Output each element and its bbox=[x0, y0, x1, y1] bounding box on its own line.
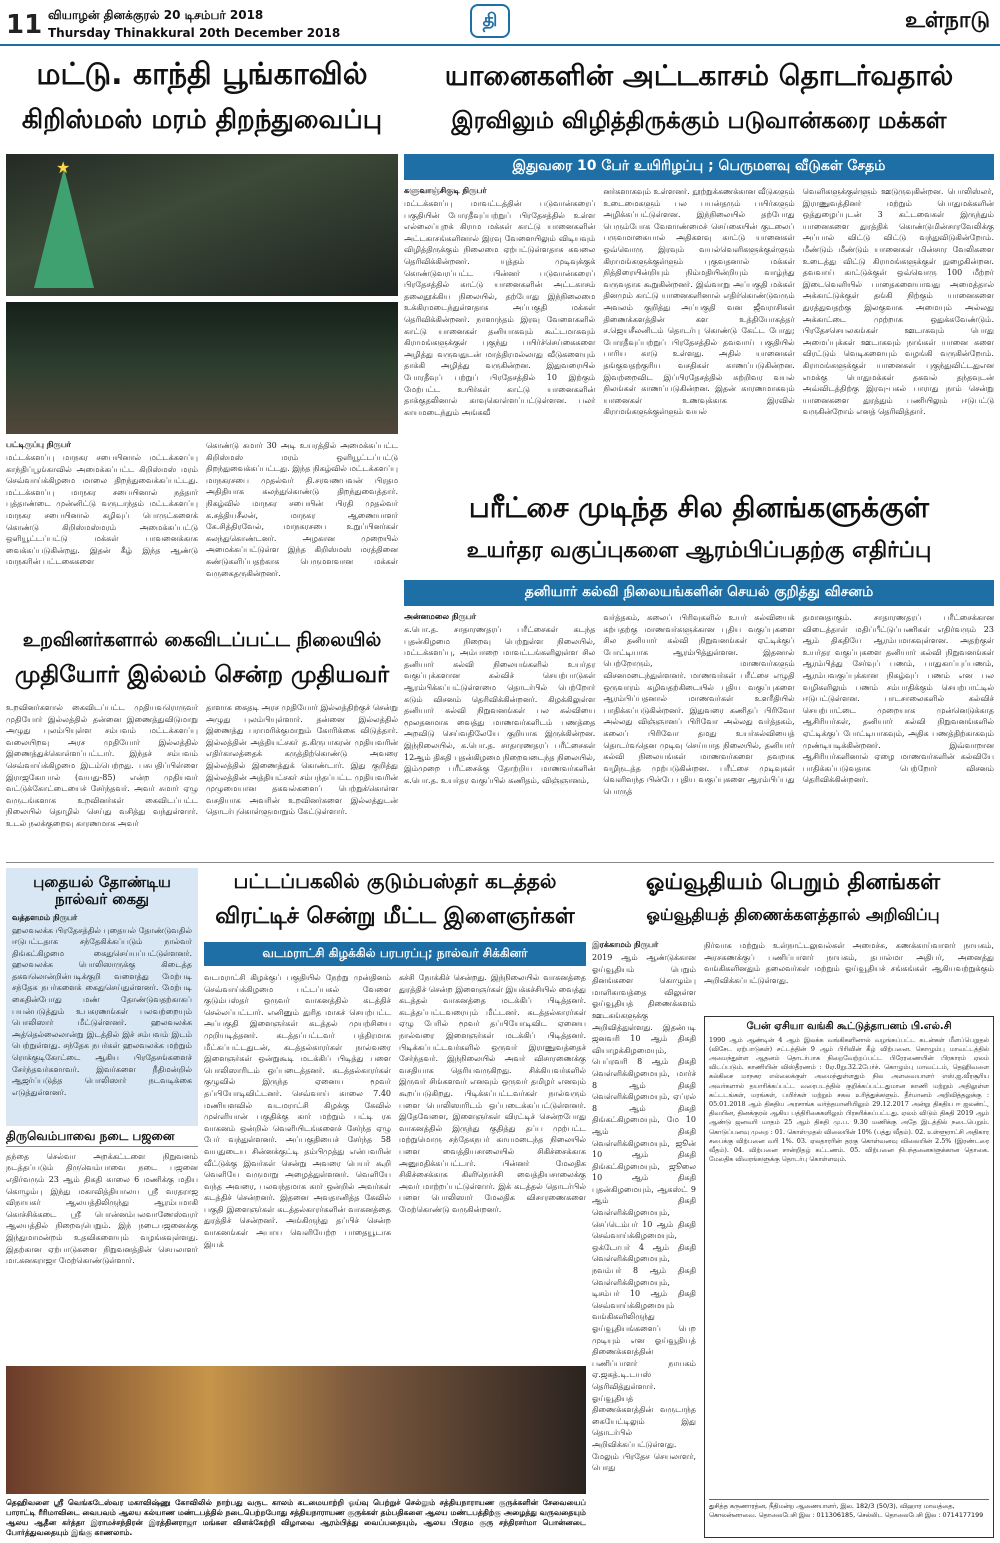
abduction-story bbox=[204, 868, 586, 1362]
elderly-body bbox=[6, 702, 398, 848]
gandhi-col-2: கொண்டு சுமார் 30 அடி உயரத்தில் அமைக்கப்பட்ட கிறிஸ்மஸ் மரம் ஒளியூட்டப்பட்டு திறந்துவைக்கப்பட்டது. இந்த நிகழ்வில் மட்டக்களப்பு மாநகரசபை முதல்வர் தி.சரவணபவன் பிரதம அதிதியாக கலந்துகொண்டு திறந்துவைத்தார். நிகழ்வில் மாநகர சபையின் பிரதி முதல்வர் க.சத்தியசீலன், மாநகர ஆணையாளர் கே.சித்திரவேல், மாநகரசபை உறுப்பினர்கள் கலந்துகொண்டனர். அழகான முறையில் அமைக்கப்பட்டுள்ள இந்த கிறிஸ்மஸ் மரத்தினை கண்டுகளிப்பதற்காக பெருமளவான மக்கள் வருகைதருகின்றனர். bbox=[206, 441, 398, 578]
pension-dateline: இரக்காமம் நிருபர் bbox=[592, 940, 659, 949]
elephant-story bbox=[404, 52, 994, 484]
elephant-headline-1: யானைகளின் அட்டகாசம் தொடர்வதால் bbox=[444, 59, 954, 92]
abduction-headline-1: பட்டப்பகலில் குடும்பஸ்தர் கடத்தல் bbox=[233, 869, 557, 893]
temple-caption bbox=[6, 1498, 586, 1540]
exam-headline-2: உயர்தர வகுப்புகளை ஆரம்பிப்பதற்கு எதிர்ப்பு bbox=[466, 538, 932, 563]
elephant-col-3: வெளிகளுக்குள்ளும் ஊடுருவுகின்றன. பொலிஸ்லர், இராணுவத்தினர் மற்றும் பொதுமக்களின் ஒத்துழைப்புடன் 3 கட்டவைகள் இருந்தும் யானைகளை துரத்திக் கொண்டுமின்சாரவேலிக்கு அப்பால் விட்டு விட்டு வந்துவிடுகின்றோம். மீண்டும் மீண்டும் யானைகள் மின்சார வேலிகளை உடைத்து விட்டு கிராமங்களுக்குள் நுழைகின்றன. தவவாய் காட்டுக்குள் ஒவ்வொரு 100 மீற்றர் இடைவெளியில் பாதைகளையாவது அமைத்தால் அக்காட்டுக்குள் தங்கி நிற்கும் யானைகளை துரத்துவதற்கு இலகுவாக அமையும் அல்லது அக்காட்டை முற்றாக ஒதுக்கவேண்டும். பிரதேசசெயலகங்கள் ஊடாகவும் பொது அமைப்புக்கள் ஊடாகவும் நாங்கள் யானை களை விரட்டும் வெடிகளையும் வழங்கி வருகின்றோம். கிராமங்களுக்குள் யானைகள் புகுந்துவிட்டதுஎன எமக்கு பொதுமக்கள் தகவல் தந்தவுடன் அவ்விடத்திற்கு இரவு-பகல் பாராது நாம் சென்று யானைகளை துரத்தும் பணியிலும் ஈடுபட்டு வருகின்றோம் எனத் தெரிவித்தார். bbox=[802, 187, 994, 417]
bhajan-body: தந்தை செல்வா அறக்கட்டளை நிறுவனம் நடத்தப்படும் திருவெம்பாவை நடை பஜனை எதிர்வரும் 23 ஆம் திகதி காலை 6 மணிக்கு மதிய கொழும்பு இந்து மகாவித்தியாலய ஸ்ரீ வரதராஜ விநாயகர் ஆலயத்திலிருந்து ஆரம்பமாகி கொச்சிக்கடை ஸ்ரீ பொன்னம்பலவாணேஸ்வரர் ஆலயத்தில் நிறைவுபெறும். இந் நடைபஜனைக்கு இந்துமாமன்றம் உதவிகளையும் வழங்கவுள்ளது. இதற்கான ஏற்பாடுகளை நிறுவனத்தின் செயலாளர் மா.கனகராஜா மேற்கொண்டுள்ளார். bbox=[6, 1151, 198, 1266]
elephant-body bbox=[404, 186, 994, 484]
pension-headline-2: ஓய்வூதியத் திணைக்களத்தால் அறிவிப்பு bbox=[646, 905, 940, 924]
exam-story bbox=[404, 488, 994, 858]
abduction-col-2: கச்சி நோக்கிச் சென்றது. இந்நிலையில் வாகனத்தை துரத்திச் சென்ற இளைஞர்கள் இயக்கச்சியில் வைத்து கடத்தல் வாகனத்தை மடக்கிப் பிடித்தனர். கடத்தப்பட்டவரையும் மீட்டனர். கடத்தல்காரர்கள் ஏழு பேரில் மூவர் தப்பியோடிவிட ஏனைய நால்வரை இளைஞர்கள் மடக்கிப் பிடித்தனர். பிடிக்கப்பட்டவர்களில் ஒருவர் இராணுவத்தைச் சேர்ந்தவர். இந்நிலையில் அவர் விசாரணைக்கு வசதியாக தெரியவருகிறது. சிக்கியவர்களில் இருவர் சிங்களவர் எனவும் ஒருவர் தமிழர் எனவும் கூறப்படுகிறது. பிடிக்கப்பட்டவர்கள் நால்வரும் பளை பொலிஸாரிடம் ஒப்படைக்கப்பட்டுள்ளனர். இதேவேளை, இளைஞர்கள் விரட்டிச் சென்றபோது வாகனத்தில் இருந்து குதித்து தப்ப முற்பட்ட மற்றுமொரு சந்தேகநபர் காயமடைந்த நிலையில் பளை வைத்தியசாலையில் சிகிச்சைக்காக அனுமதிக்கப்பட்டார். பின்னர் மேலதிக சிகிச்சைக்காக கிளிநொச்சி வைத்தியசாலைக்கு அவர் மாற்றப்பட்டுள்ளார். இக் கடத்தல் தொடர்பில் பளை பொலிஸார் மேலதிக விசாரணைகளை மேற்கொண்டு வருகின்றனர். bbox=[399, 973, 586, 1214]
bhajan-story bbox=[6, 1130, 198, 1362]
temple-photo bbox=[6, 1366, 586, 1494]
abduction-headline-2: விரட்டிச் சென்று மீட்ட இளைஞர்கள் bbox=[215, 904, 575, 929]
abduction-subhead: வடமராட்சி கிழக்கில் பரபரப்பு; நால்வர் சிக்கினர் bbox=[204, 942, 586, 966]
header-logo: தி bbox=[470, 4, 510, 38]
elderly-col-2: தாளாக கைதடி அரச முதியோர் இல்லத்திற்குச் சென்று அழுது புலம்பியுள்ளார். தன்னை இல்லத்தில் இணைத்து பராமரிக்குமாறும் கோரிக்கை விடுத்தார். இல்லத்தின் அத்தியட்சகர் த.கிருபாகரன் முதியவரின் எதிர்காலத்தைக் கருத்திற்கொண்டு அவரை இல்லத்தில் இணைத்துக் கொண்டார். இது குறித்து இல்லத்தின் அத்தியட்சகர் சம்பந்தப்பட்ட முதியவரின் முழுமையான தகவல்களைப் பெற்றுக்கொள்ள வசதியாக அவரின் உறவினர்களை இல்லத்துடன் தொடர்புகொள்ளுமாறும் கேட்டுள்ளார். bbox=[206, 703, 398, 817]
opening-crowd-photo bbox=[6, 302, 398, 434]
page-number: 11 bbox=[6, 10, 43, 40]
pension-story bbox=[592, 868, 994, 1540]
christmas-tree-photo bbox=[6, 154, 398, 296]
gandhi-col-1: மட்டக்களப்பு மாநகர சபையினால் மட்டக்களப்பு காந்திப்பூங்காவில் அமைக்கப்பட்ட கிறிஸ்மஸ் மரம் செவ்வாய்க்கிழமை மாலை திறந்துவைக்கப்பட்டது. மட்டக்களப்பு மாநகர சபையினால் நத்தார் புத்தாண்டை முன்னிட்டு வருடாந்தம் மட்டக்களப்பு மாநகர சபையினால் கழிவுப் பொருட்களைக் கொண்டு கிறிஸ்மஸ்மரம் அமைக்கப்பட்டு ஒளியூட்டப்பட்டு மக்கள் பாவனைக்காக வைக்கப்படுகின்றது. இதன் கீழ் இந்த ஆண்டு மாநகரின் பட்டகைகளை bbox=[6, 453, 198, 567]
arrest-box bbox=[6, 868, 198, 1126]
elephant-dateline: களுவாஞ்சிகுடி நிருபர் bbox=[404, 186, 487, 195]
gandhi-headline-1: மட்டு. காந்தி பூங்காவில் bbox=[36, 57, 368, 92]
header-date-english: Thursday Thinakkural 20th December 2018 bbox=[48, 26, 341, 40]
elephant-headline-2: இரவிலும் விழித்திருக்கும் படுவான்கரை மக்கள் bbox=[451, 108, 947, 134]
section-label: உள்நாடு bbox=[904, 8, 990, 33]
exam-body bbox=[404, 612, 994, 858]
notice-title: பேன் ஏசியா வங்கி கூட்டுத்தாபனம் பி.எல்.சி bbox=[746, 1021, 952, 1032]
notice-body: 1990 ஆம் ஆண்டின் 4 ஆம் இலக்க வங்கிகளினால் வழங்கப்பட்ட கடன்கள் மீளப்பெறுதல் (விசேட ஏற்பாடுகள்) சட்டத்தின் 9 ஆம் பிரிவின் கீழ் விற்பனை. கொழும்பு மாவட்டத்தில் அமைந்துள்ள ஆதனம் தொடர்பாக நிறைவேற்றப்பட்ட பிரேரணையின் பிரகாரம் ஏலம் விடப்படும். காணியின் விஸ்தீரணம் : 0ஏ.0று.32.2பேர்ச். கொழும்பு மாவட்டம், தெஹிவளை கல்கிசை மாநகர எல்லைக்குள் அமைந்துள்ளதும் நில அளவையாளர் எஸ்.ஐ.வீரசூரிய அவர்களால் தயாரிக்கப்பட்ட வரைபடத்தில் குறிக்கப்பட்டதுமான காணி மற்றும் அதிலுள்ள கட்டடங்கள், மரங்கள், பயிர்கள் மற்றும் சகல உரித்துக்களும். தீர்மானம் அறிவித்தலுக்கு : 05.01.2018 ஆம் திகதிய அரசாங்க வர்த்தமானியிலும் 29.12.2017 அன்று திகதிய ஈ ஐலண்ட், திவயின, தினக்குரல் ஆகிய பத்திரிகைகளிலும் பிரசுரிக்கப்பட்டது. ஏலம் விடும் திகதி 2019 ஆம் ஆண்டு ஜனவரி மாதம் 25 ஆம் திகதி மு.ப. 9.30 மணிக்கு அதே இடத்தில் நடைபெறும். கொடுப்பனவு முறை : 01. கொள்முதல் விலையின் 10% (பத்து வீதம்). 02. உள்ளூராட்சி அதிகார சபைக்கு விற்பனை வரி 1%. 03. ஏலதாரரின் தரகு கொள்வனவு விலையின் 2.5% (இரண்டரை வீதம்). 04. விற்பனை சான்றிதழ் கட்டணம். 05. விற்பனை நிபந்தனைகளுக்கான தொகை. மேலதிக விவரங்களுக்கு தொடர்பு கொள்ளவும். bbox=[709, 1035, 989, 1164]
elderly-col-1: உறவினர்களால் கைவிடப்பட்ட முதியவரொருவர் முதியோர் இல்லத்தில் தன்னை இணைத்துவிடுமாறு அழுது புலம்பியுள்ள சம்பவம் மட்டக்களப்பு வலையிறவு அரச முதியோர் இல்லத்தில் இணைத்துக்கொள்ளப்பட்டார். இந்தச் சம்பவம் செவ்வாய்க்கிழமை இடம்பெற்றது. பசுபதிப்பிள்ளை இராஜகோபால் (வயது-85) என்ற முதியவர் வட்டுக்கோட்டையைச் சேர்ந்தவர். அவர் சுமார் ஏழு வருடங்களாக உறவினர்கள் கைவிடப்பட்ட நிலையில் தொழில் செய்து வசித்து வந்துள்ளார். உடல் நலக்குறைவு காரணமாக அவர் bbox=[6, 703, 198, 828]
pension-col-2-wrap bbox=[704, 940, 994, 1012]
exam-col-1: க.பொ.த. சாதாரணதரப் பரீட்சைகள் கடந்த புதன்கிழமை நிறைவு பெற்றுள்ள நிலையில், மட்டக்களப்பு, அம்பாறை மாவட்டங்களிலுள்ள சில தனியார் கல்வி நிலையங்களில் உயர்தர வகுப்புக்களான கல்விச் செயற்பாடுகள் ஆரம்பிக்கப்பட்டுள்ளமை தொடர்பில் பெற்றோர் கடும் விசனம் தெரிவிக்கின்றனர். கிழக்கிலுள்ள தனியார் கல்வி நிறுவனங்கள் பல கல்வியை மூலதனமாக வைத்து மாணவர்களிடம் பணத்தை அறவிடு செய்வதிலேயே குறியாக இருக்கின்றன. இந்நிலையில், க.பொ.த. சாதாரணதரப் பரீட்சைகள் 12ஆம் திகதி புதன்கிழமை நிறைவடைந்த நிலையில், இம்முறை பரீட்சைக்கு தோற்றிய மாணவர்களின் க.பொ.த. உயர்தர வகுப்பில் கணிதம், விஞ்ஞானம், bbox=[404, 625, 596, 785]
pension-col-1-wrap bbox=[592, 940, 696, 1540]
star-icon: ★ bbox=[56, 158, 71, 177]
elephant-col-2: னர்களாகவும் உள்ளனர். நூற்றுக்கணக்கான வீடுகளும் உடைமைகளும் பல பயன்தரும் பயிர்களும் அழிக்கப்பட்டுள்ளன. இந்நிலையில் தற்போது பெரும்போக வேளாண்மைச் செய்கையின் குடலைப் பருவமாகையால் அதிகளவு காட்டு யானைகள் ஒவ்வொரு இரவும் வயல்வெளிகளுக்குள்ளும் கிராமங்களுக்குள்ளும் புகுவதனால் மக்கள் நித்திரையின்றியும் நிம்மதியின்றியும் வாழ்ந்து வருவதாக கூறுகின்றனர். இவ்வாறு அப்பகுதி மக்கள் தினமும் காட்டு யானைகளினால் எதிர்கொண்டுவரும் அவலம் குறித்து அப்பகுதி வன ஜீவராசிகள் திணைக்களத்தின் கள உத்தியோகத்தர் ச.ஜெயசீலனிடம் தொடர்பு கொண்டு கேட்ட போது; போரதீவுப்பற்றுப் பிரதேசத்தில் தவவாய் பகுதியில் பாரிய காடு உள்ளது. அதில் யானைகள் தங்குவதற்குரிய வசதிகள் காணப்படுகின்றன. இவற்றைவிட இப்பிரதேசத்தில் சுற்றிவர வயல் நிலங்கள் காணப்படுகின்றன. இதன் காரணமாகவும் யானைகள் உணவுக்காக இரவில் கிராமங்களுக்குள்ளும் வயல் bbox=[603, 187, 795, 417]
elderly-headline-1: உறவினர்களால் கைவிடப்பட்ட நிலையில் bbox=[22, 629, 382, 651]
exam-headline-1: பரீட்சை முடிந்த சில தினங்களுக்குள் bbox=[468, 491, 930, 524]
page-header bbox=[0, 0, 1000, 46]
gandhi-story bbox=[6, 52, 398, 578]
exam-col-3: தமானதாகும். சாதாரணதரப் பரீட்சைக்கான விடைத்தாள் மதிப்பீட்டுப்பணிகள் எதிர்வரும் 23 ஆம் திகதியே ஆரம்பமாகவுள்ளன. அதற்குள் உயர்தர வகுப்புகளை தனியார் கல்வி நிறுவனங்கள் ஆரம்பித்து சேர்வுப் பணம், பாதுகாப்புப்பணம், ஆரம்பவகுப்புக்கான நிகழ்வுப் பணம் என பல வழிகளிலும் பணம் சம்பாதிக்கும் செயற்பாட்டில் ஈடுபட்டுள்ளன. பாடசாலைகளில் கல்விச் செயற்பாட்டை முறையாக முன்னெடுக்காத ஆசிரியர்கள், தனியார் கல்வி நிறுவனங்களில் ஏட்டிக்குப் போட்டியாகவும், அதிக பணத்திற்காகவும் முண்டியடிக்கின்றனர். இவ்வாறான ஆசிரியர்களினால் ஏழை மாணவர்களின் கல்வியே பாதிக்கப்படுவதாக பெற்றோர் விசனம் தெரிவிக்கின்றனர். bbox=[802, 613, 994, 785]
abduction-body bbox=[204, 972, 586, 1362]
elderly-headline-2: முதியோர் இல்லம் சென்ற முதியவர் bbox=[14, 662, 390, 688]
abduction-col-1: வடமராட்சி கிழக்குப் பகுதியில் நேற்று முன்தினம் செவ்வாய்க்கிழமை பட்டப்பகல் வேளை குடும்பஸ்தர் ஒருவர் வாகனத்தில் கடத்திச் செல்லப்பட்டார். எனினும் துரித மாகச் செயற்பட்ட அப்பகுதி இளைஞர்கள் கடத்தல் முயற்சியை முறியடித்தனர். கடத்தப்பட்டவர் பத்திரமாக மீட்கப்பட்டதுடன், கடத்தல்காரர்கள் நால்வரை இளைஞர்கள் ஒன்றுகூடி மடக்கிப் பிடித்து பளை பொலிஸாரிடம் ஒப்படைத்தனர். கடத்தல்காரர்கள் குழுவில் இருந்த ஏனைய மூவர் தப்பியோடிவிட்டனர். செவ்வாய் காலை 7.40 மணியளவில் வடமராட்சி கிழக்கு கேவில் முள்ளியான் பகுதிக்கு கார் மற்றும் பட்டி ரக வாகனம் ஒன்றில் வெளியிடங்களைச் சேர்ந்த ஏழு பேர் வந்துள்ளனர். அப்பகுதியைச் சேர்ந்த 58 வயதுடைய சின்னக்குட்டி தம்பிமுத்து என்பவரின் வீட்டுக்கு இவர்கள் சென்று அவரை பெயர் கூறி வெளியே வருமாறு அழைத்துள்ளனர். வெளியே வந்த அவரை, பலவந்தமாக கார் ஒன்றில் அவர்கள் கடத்திச் சென்றனர். இதனை அவதானித்த கேவில் பகுதி இளைஞர்கள் கடத்தல்காரர்களின் வாகனத்தை துரத்திச் சென்றனர். அங்கிருந்து தப்பிச் சென்ற வாகனங்கள் அபாய வெளியேற்ற பாதையூடாக இயக் bbox=[204, 973, 391, 1249]
header-date-tamil: வியாழன் தினக்குரல் 20 டிசம்பர் 2018 bbox=[48, 8, 264, 22]
exam-col-2: வர்த்தகம், கலைப் பிரிவுகளில் உயர் கல்வியைக் கற்பதற்கு மாணவர்களுக்கான புதிய வகுப்புகளை சில தனியார் கல்வி நிறுவனங்கள் ஏட்டிக்குப் போட்டியாக ஆரம்பித்துள்ளன. இதனால் பெற்றோரும், மாணவர்களும் விசனமடைந்துள்ளனர். மாணவர்கள் பரீட்சை எழுதி ஒருவாரம் கழிவதற்கிடையில் புதிய வகுப்புகளை ஆரம்பிப்பதனால் மாணவர்கள் உளரீதியில் பாதிக்கப்படுகின்றனர். இதுவரை கணிதப் பிரிவோ அல்லது விஞ்ஞானப் பிரிவோ அல்லது வர்த்தகம், கலைப் பிரிவோ தமது உயர்கல்வியைத் தொடர்வதென முடிவு செய்யாத நிலையில், தனியார் கல்வி நிலையங்கள் மாணவர்களை தவறாக வழிநடத்த முற்படுகின்றன. பரீட்சை முடிவுகள் வெளிவந்த பின்பே புதிய வகுப்புகளை ஆரம்பிப்பது பொருத் bbox=[603, 613, 795, 796]
gandhi-body bbox=[6, 440, 398, 578]
exam-subhead: தனியார் கல்வி நிலையங்களின் செயல் குறித்து விசனம் bbox=[404, 580, 994, 606]
temple-caption-text: தெஹிவளை ஸ்ரீ வெங்கடேஸ்வர மகாவிஷ்ணு கோவிலில் நாற்பது வருட காலம் கடமையாற்றி ஓய்வு பெற்றுச் செல்லும் சத்தியநாராயண குருக்களின் சேவையைப் பாராட்டி ரீரிமாவிடை வைபவம் ஆலய கல்யாண மண்டபத்தில் நடைபெற்றபோது சத்தியநாராயண குருக்கள் தம்பதிகளை ஆலய மண்டபத்திற்கு அழைத்து வருவதையும் ஆலய ஆதீன கர்த்தா இராமச்சந்திரன் இரத்தினராஜா மங்கள விளக்கேற்றி விழாவை ஆரம்பித்து வைப்பதையும், ஆலய பிரதம குரு சந்திரசர்மா பொன்னடை போர்த்துவதையும் இங்கு காணலாம். bbox=[6, 1498, 586, 1537]
pension-headline-1: ஓய்வூதியம் பெறும் தினங்கள் bbox=[645, 870, 941, 895]
elephant-col-1: மட்டக்களப்பு மாவட்டத்தின் படுவான்கரைப் பகுதியின் போரதீவுப்பற்றுப் பிரதேசத்தில் உள்ள எல்லைப்புறக் கிராம மக்கள் காட்டு யானைகளின் அட்டகாசங்களினால் இரவு வேளையிலும் விடியவும் விழித்திருக்கும் நிலைமை ஏற்பட்டுள்ளதாக கவலை தெரிவிக்கின்றனர். யுத்தம் முடிவுக்குக் கொண்டுவரப்பட்ட பின்னர் படுவான்கரைப் பிரதேசத்தில் காட்டு யானைகளின் அட்டகாசம் தலைதூக்கிய நிலையில், தற்போது இந்நிலைமை உக்கிரமடைந்துள்ளதாக அப்பகுதி மக்கள் தெரிவிக்கின்றனர். நாளாந்தம் இரவு வேளைகளில் காட்டு யானைகள் தனியாகவும் கூட்டமாகவும் கிராமங்களுக்குள் புகுந்து பயிர்ச்செய்கைகளை அழித்து வருவதுடன் மாத்திரமல்லாது வீடுகளையும் தாக்கி அழித்து வருகின்றன. இதுவரையில் போரதீவுப் பற்றுப் பிரதேசத்தில் 10 இற்கும் மேற்பட்ட உயிர்கள் காட்டு யானைகளின் தாக்குதலினால் காவுகொள்ளப்பட்டுள்ளன. பலர் காயமடைந்தும் அங்கவீ bbox=[404, 199, 596, 417]
arrest-headline-1: புதையல் தோண்டிய bbox=[33, 873, 171, 891]
elderly-story bbox=[6, 626, 398, 848]
christmas-tree-icon bbox=[34, 168, 94, 288]
pension-col-2: நிர்வாக மற்றும் உள்நாட்டலுவல்கள் அமைச்சு, கணக்காய்வாளர் நாயகம், அரசகணக்குப் பணிப்பாளர் நாயகம், தபால்மா அதிபர், அனைத்து வங்கிகளினதும் தலைவர்கள் மற்றும் ஓய்வூதியச் சங்கங்கள் ஆகியவற்றுக்கும் அறிவிக்கப்பட்டுள்ளது. bbox=[704, 941, 994, 985]
gandhi-dateline: பட்டிருப்பு நிருபர் bbox=[6, 440, 71, 449]
header-rule bbox=[0, 44, 1000, 46]
exam-dateline: அன்னமலை நிருபர் bbox=[404, 612, 477, 621]
elephant-subhead: இதுவரை 10 பேர் உயிரிழப்பு ; பெருமளவு வீடுகள் சேதம் bbox=[404, 154, 994, 180]
bhajan-headline: திருவெம்பாவை நடை பஜனை bbox=[6, 1130, 198, 1147]
arrest-headline-2: நால்வர் கைது bbox=[54, 890, 150, 909]
arrest-body: ஹலவலக்க பிரதேசத்தில் புதையல் தோண்டுவதில் ஈடுபட்டதாக சந்தேகிக்கப்படும் நால்வர் திங்கட்கிழமை கைதுசெய்யப்பட்டுள்ளனர். ஹலவலக்க பொலிஸாருக்கு கிடைத்த தகவலொன்றின்படிக்குறி வளைத்து மேற்படி சந்தேக நபர்களைக் கைதுசெய்துள்ளனர். மேற்படி கைதின்போது மண் தோண்டுவதற்காகப் பயன்படுத்தும் உபகரணங்கள் பலவற்றையும் பொலிஸார் மீட்டுள்ளனர். ஹலவலக்க அத்தெல்லைலான்று இடத்தில் இச் சம்பவம் இடம் பெற்றுள்ளது. சந்தேக நபர்கள் ஹலவலக்க மற்றும் ரொக்குடிகோட்டை ஆகிய பிரதேசங்களைச் சேர்ந்தவர்களாவர். இவர்களை நீதிமன்றில் ஆஜர்ப்படுத்த பொலிஸார் நடவடிக்கை எடுத்துள்ளனர். bbox=[12, 925, 192, 1097]
arrest-dateline: வத்தளமம் நிருபர் bbox=[12, 912, 78, 922]
bank-notice bbox=[704, 1016, 994, 1538]
gandhi-headline-2: கிறிஸ்மஸ் மரம் திறந்துவைப்பு bbox=[21, 105, 383, 135]
divider-horizontal bbox=[6, 862, 994, 863]
pension-col-1: 2019 ஆம் ஆண்டுக்கான ஓய்வூதியம் பெறும் தினங்களை கொழும்பு மாளிகாவத்தை விலுள்ள ஓய்வூதியத் திணைக்களம் ஊடகங்களுக்கு அறிவித்துள்ளது. இதன்படி ஜனவரி 10 ஆம் திகதி வியாழக்கிழமையும், பெப்ரவரி 8 ஆம் திகதி வெள்ளிக்கிழமையும், மார்ச் 8 ஆம் திகதி வெள்ளிக்கிழமையும், ஏப்ரல் 8 ஆம் திகதி திங்கட்கிழமையும், மே 10 ஆம் திகதி வெள்ளிக்கிழமையும், ஜூன் 10 ஆம் திகதி திங்கட்கிழமையும், ஜூலை 10 ஆம் திகதி புதன்கிழமையும், ஆகஸ்ட் 9 ஆம் திகதி வெள்ளிக்கிழமையும், செப்டெம்பர் 10 ஆம் திகதி செவ்வாய்க்கிழமையும், ஒக்டோபர் 4 ஆம் திகதி வெள்ளிக்கிழமையும், நவம்பர் 8 ஆம் திகதி வெள்ளிக்கிழமையும், டிசம்பர் 10 ஆம் திகதி செவ்வாய்க்கிழமையும் வங்கிகளிலிருந்து ஓய்வூதியங்களைப் பெற முடியும் என ஓய்வூதியத் திணைக்களத்தின் பணிப்பாளர் நாயகம் ஏ.ஜகத்.டி.டயஸ் தெரிவித்துள்ளார். ஓய்வூதியத் திணைக்களத்தின் வருடாந்த கையேட்டிலும் இது தொடர்பில் அறிவிக்கப்பட்டுள்ளது. மேலும் பிரதேச செயலாளர், பொது bbox=[592, 953, 696, 1473]
notice-auctioneer: துசித்த கருணாரத்ன, நீதிமன்ற ஆணையாளர், இல. 182/3 (50/3), விஹார மாவத்தை, கொலன்னாவை. தொலைபேசி இல : 011306185, செல்லிட தொலைபேசி இல : 0714177199 bbox=[709, 1499, 989, 1520]
